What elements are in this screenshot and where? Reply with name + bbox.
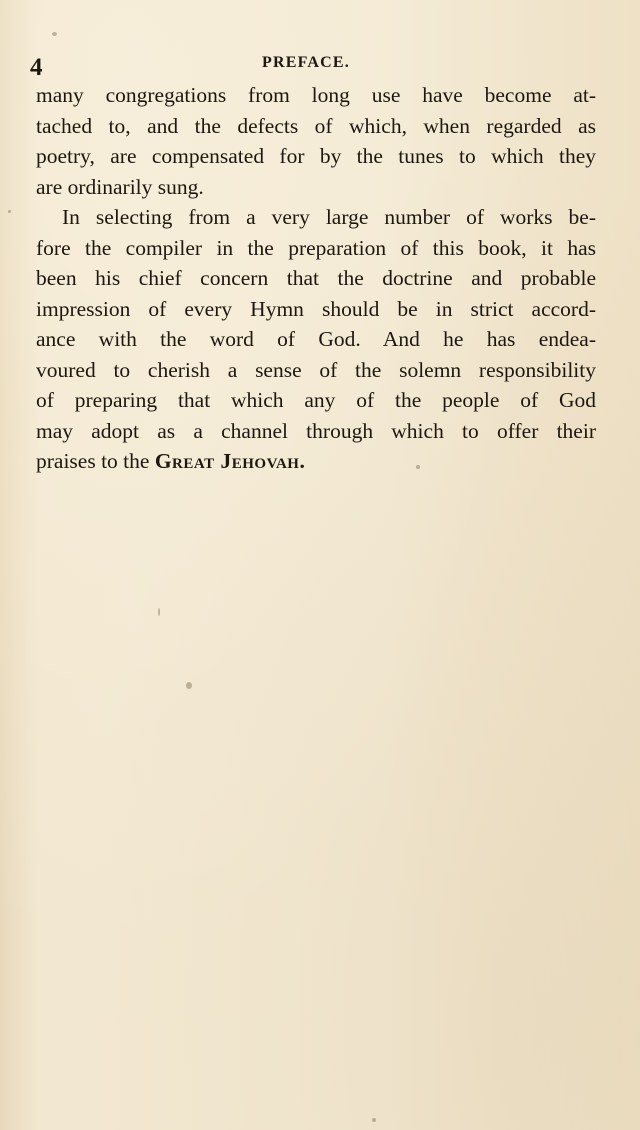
text-line: been his chief concern that the doctrine and probable xyxy=(36,266,596,290)
paragraph-1 xyxy=(36,80,596,202)
preface-body xyxy=(36,80,596,477)
paper-speck xyxy=(52,32,57,36)
paper-speck xyxy=(158,608,160,616)
text-line: impression of every Hymn should be in strict accord- xyxy=(36,296,596,321)
running-title: PREFACE. xyxy=(262,54,350,71)
text-line: ance with the word of God. And he has endea- xyxy=(36,327,596,351)
page-number: 4 xyxy=(30,54,43,81)
paragraph-2 xyxy=(36,202,596,477)
text-line: of preparing that which any of the people of God xyxy=(36,388,596,412)
paper-speck xyxy=(186,682,192,689)
text-line-closing xyxy=(36,446,596,477)
emphasis-great-jehovah: Great Jehovah. xyxy=(154,449,306,473)
text-line: many congregations from long use have become at- xyxy=(36,83,596,107)
text-line: tached to, and the defects of which, when regarded as xyxy=(36,113,596,138)
text-line: In selecting from a very large number of works be- xyxy=(62,205,596,229)
text-line: are ordinarily sung. xyxy=(36,174,204,199)
text-line: voured to cherish a sense of the solemn responsibility xyxy=(36,357,596,382)
paper-speck xyxy=(416,465,420,469)
paper-speck xyxy=(372,1118,376,1122)
text-line: fore the compiler in the preparation of this book, it has xyxy=(36,235,596,260)
text-line: poetry, are compensated for by the tunes to which they xyxy=(36,144,596,168)
closing-text: praises to the xyxy=(36,449,150,473)
text-line: may adopt as a channel through which to offer their xyxy=(36,418,596,443)
paper-speck xyxy=(8,210,11,213)
page-header xyxy=(30,52,590,82)
